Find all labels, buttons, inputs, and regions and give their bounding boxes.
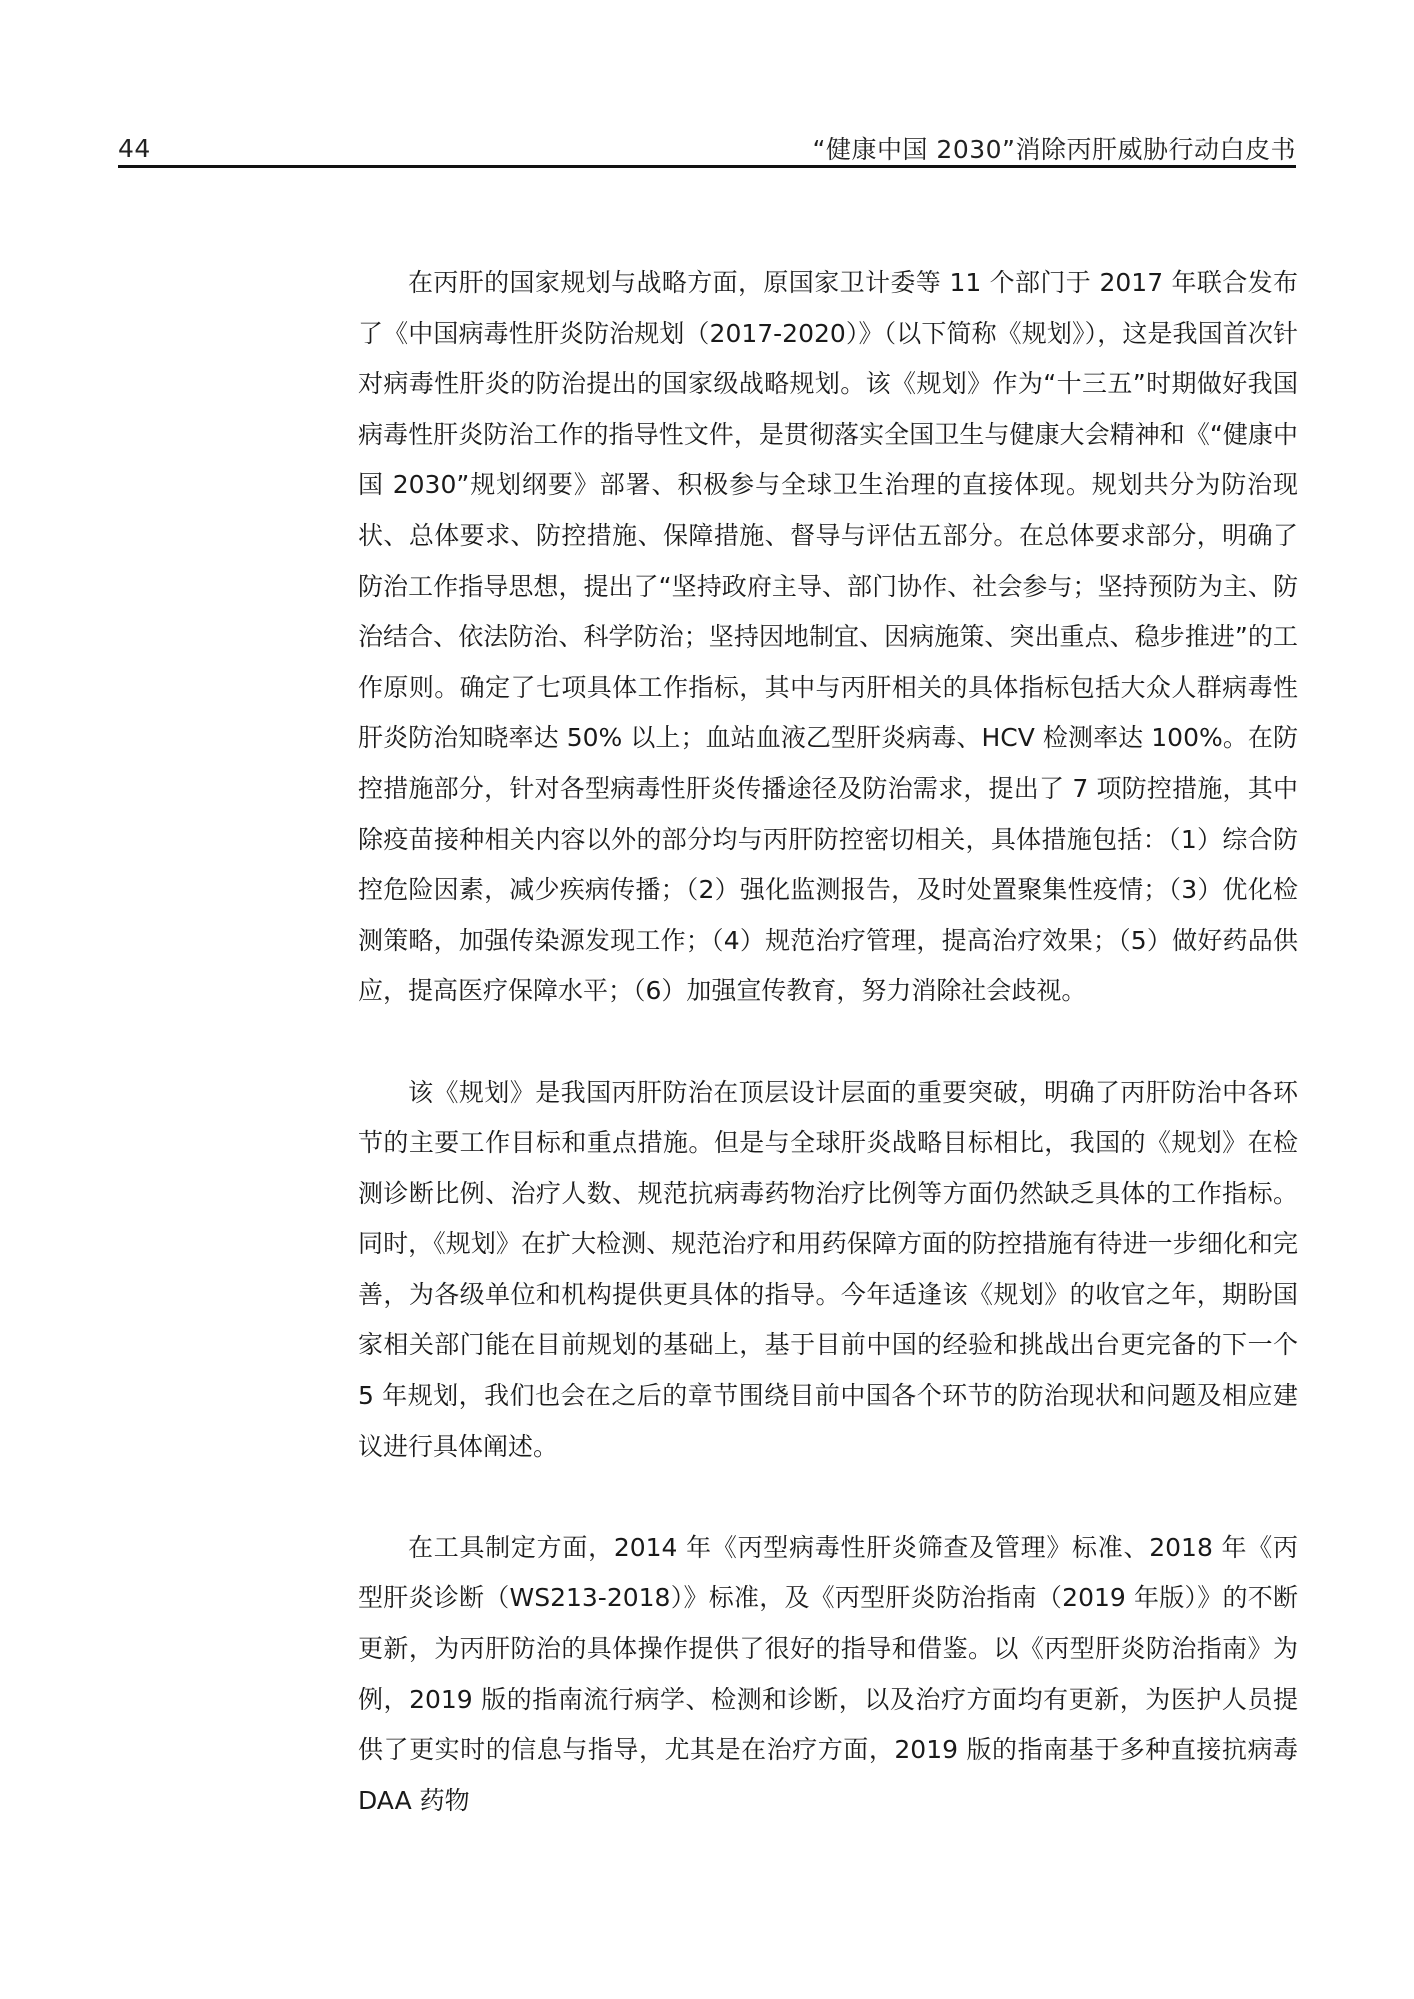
paragraph-plan-overview: 在丙肝的国家规划与战略方面，原国家卫计委等 11 个部门于 2017 年联合发布了《中国病毒性肝炎防治规划（2017-2020）》（以下简称《规划》），这是我国首次针对病毒性肝炎的防治提出的国家级战略规划。该《规划》作为“十三五”时期做好我国病毒性肝炎防治工作的指导性文件，是贯彻落实全国卫生与健康大会精神和《“健康中国 2030”规划纲要》部署、积极参与全球卫生治理的直接体现。规划共分为防治现状、总体要求、防控措施、保障措施、督导与评估五部分。在总体要求部分，明确了防治工作指导思想，提出了“坚持政府主导、部门协作、社会参与；坚持预防为主、防治结合、依法防治、科学防治；坚持因地制宜、因病施策、突出重点、稳步推进”的工作原则。确定了七项具体工作指标，其中与丙肝相关的具体指标包括大众人群病毒性肝炎防治知晓率达 50% 以上；血站血液乙型肝炎病毒、HCV 检测率达 100%。在防控措施部分，针对各型病毒性肝炎传播途径及防治需求，提出了 7 项防控措施，其中除疫苗接种相关内容以外的部分均与丙肝防控密切相关，具体措施包括：（1）综合防控危险因素，减少疾病传播；（2）强化监测报告，及时处置聚集性疫情；（3）优化检测策略，加强传染源发现工作；（4）规范治疗管理，提高治疗效果；（5）做好药品供应，提高医疗保障水平；（6）加强宣传教育，努力消除社会歧视。: [358, 268, 1298, 1006]
paragraph-plan-assessment: 该《规划》是我国丙肝防治在顶层设计层面的重要突破，明确了丙肝防治中各环节的主要工作目标和重点措施。但是与全球肝炎战略目标相比，我国的《规划》在检测诊断比例、治疗人数、规范抗病毒药物治疗比例等方面仍然缺乏具体的工作指标。同时，《规划》在扩大检测、规范治疗和用药保障方面的防控措施有待进一步细化和完善，为各级单位和机构提供更具体的指导。今年适逢该《规划》的收官之年，期盼国家相关部门能在目前规划的基础上，基于目前中国的经验和挑战出台更完备的下一个 5 年规划，我们也会在之后的章节围绕目前中国各个环节的防治现状和问题及相应建议进行具体阐述。: [358, 1077, 1298, 1461]
header-divider: [118, 165, 1296, 168]
body-text: [358, 258, 1298, 1826]
page-header: [118, 128, 1296, 168]
running-title: “健康中国 2030”消除丙肝威胁行动白皮书: [812, 135, 1296, 164]
paragraph-tools-guidelines: 在工具制定方面，2014 年《丙型病毒性肝炎筛查及管理》标准、2018 年《丙型肝炎诊断（WS213-2018）》标准，及《丙型肝炎防治指南（2019 年版）》的不断更新，为丙肝防治的具体操作提供了很好的指导和借鉴。以《丙型肝炎防治指南》为例，2019 版的指南流行病学、检测和诊断，以及治疗方面均有更新，为医护人员提供了更实时的信息与指导，尤其是在治疗方面，2019 版的指南基于多种直接抗病毒 DAA 药物: [358, 1532, 1298, 1815]
page-number: 44: [118, 133, 151, 163]
